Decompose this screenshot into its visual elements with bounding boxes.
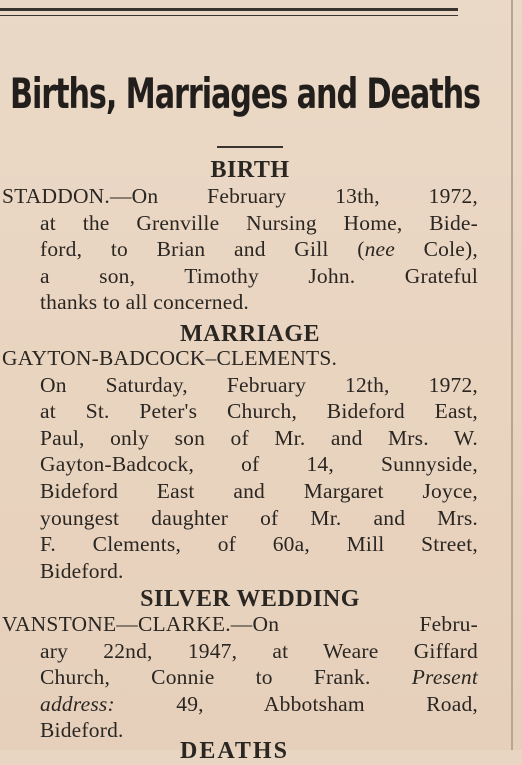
marriage-notice xyxy=(2,345,478,584)
silver-wedding-line-5: Bideford. xyxy=(40,718,124,743)
marriage-line-6: Bideford East and Margaret Joyce, xyxy=(40,478,478,503)
birth-line-2: at the Grenville Nursing Home, Bide- xyxy=(40,210,478,235)
birth-line-5: thanks to all concerned. xyxy=(40,290,249,315)
marriage-line-7: youngest daughter of Mr. and Mrs. xyxy=(40,505,478,530)
birth-line-1: STADDON.—On February 13th, 1972, xyxy=(2,184,478,208)
marriage-line-1: GAYTON-BADCOCK–CLEMENTS. xyxy=(2,346,338,370)
silver-wedding-line-1: VANSTONE—CLARKE.—On Febru- xyxy=(2,612,478,636)
marriage-line-9: Bideford. xyxy=(40,558,124,583)
marriage-line-2: On Saturday, February 12th, 1972, xyxy=(40,372,478,397)
marriage-line-4: Paul, only son of Mr. and Mrs. W. xyxy=(40,425,478,450)
silver-wedding-line-4: address: 49, Abbotsham Road, xyxy=(40,691,478,716)
top-rule-thick xyxy=(0,8,458,11)
silver-wedding-line-3: Church, Connie to Frank. Present xyxy=(40,665,478,690)
marriage-line-3: at St. Peter's Church, Bideford East, xyxy=(40,399,478,424)
page-heading: Births, Marriages and Deaths xyxy=(10,69,480,118)
birth-notice xyxy=(2,183,478,316)
marriage-line-8: F. Clements, of 60a, Mill Street, xyxy=(40,532,478,557)
silver-wedding-notice xyxy=(2,611,478,744)
silver-wedding-title: SILVER WEDDING xyxy=(140,586,360,612)
heading-divider xyxy=(217,146,283,148)
next-section-title-cut: DEATHS xyxy=(180,738,289,764)
top-rule-thin xyxy=(0,15,458,16)
birth-line-3: ford, to Brian and Gill (nee Cole), xyxy=(40,237,478,262)
column-rule xyxy=(511,0,513,750)
marriage-title: MARRIAGE xyxy=(180,321,320,347)
silver-wedding-line-2: ary 22nd, 1947, at Weare Giffard xyxy=(40,638,478,663)
birth-line-4: a son, Timothy John. Grateful xyxy=(40,263,478,288)
marriage-line-5: Gayton-Badcock, of 14, Sunnyside, xyxy=(40,452,478,477)
birth-title: BIRTH xyxy=(210,157,290,183)
